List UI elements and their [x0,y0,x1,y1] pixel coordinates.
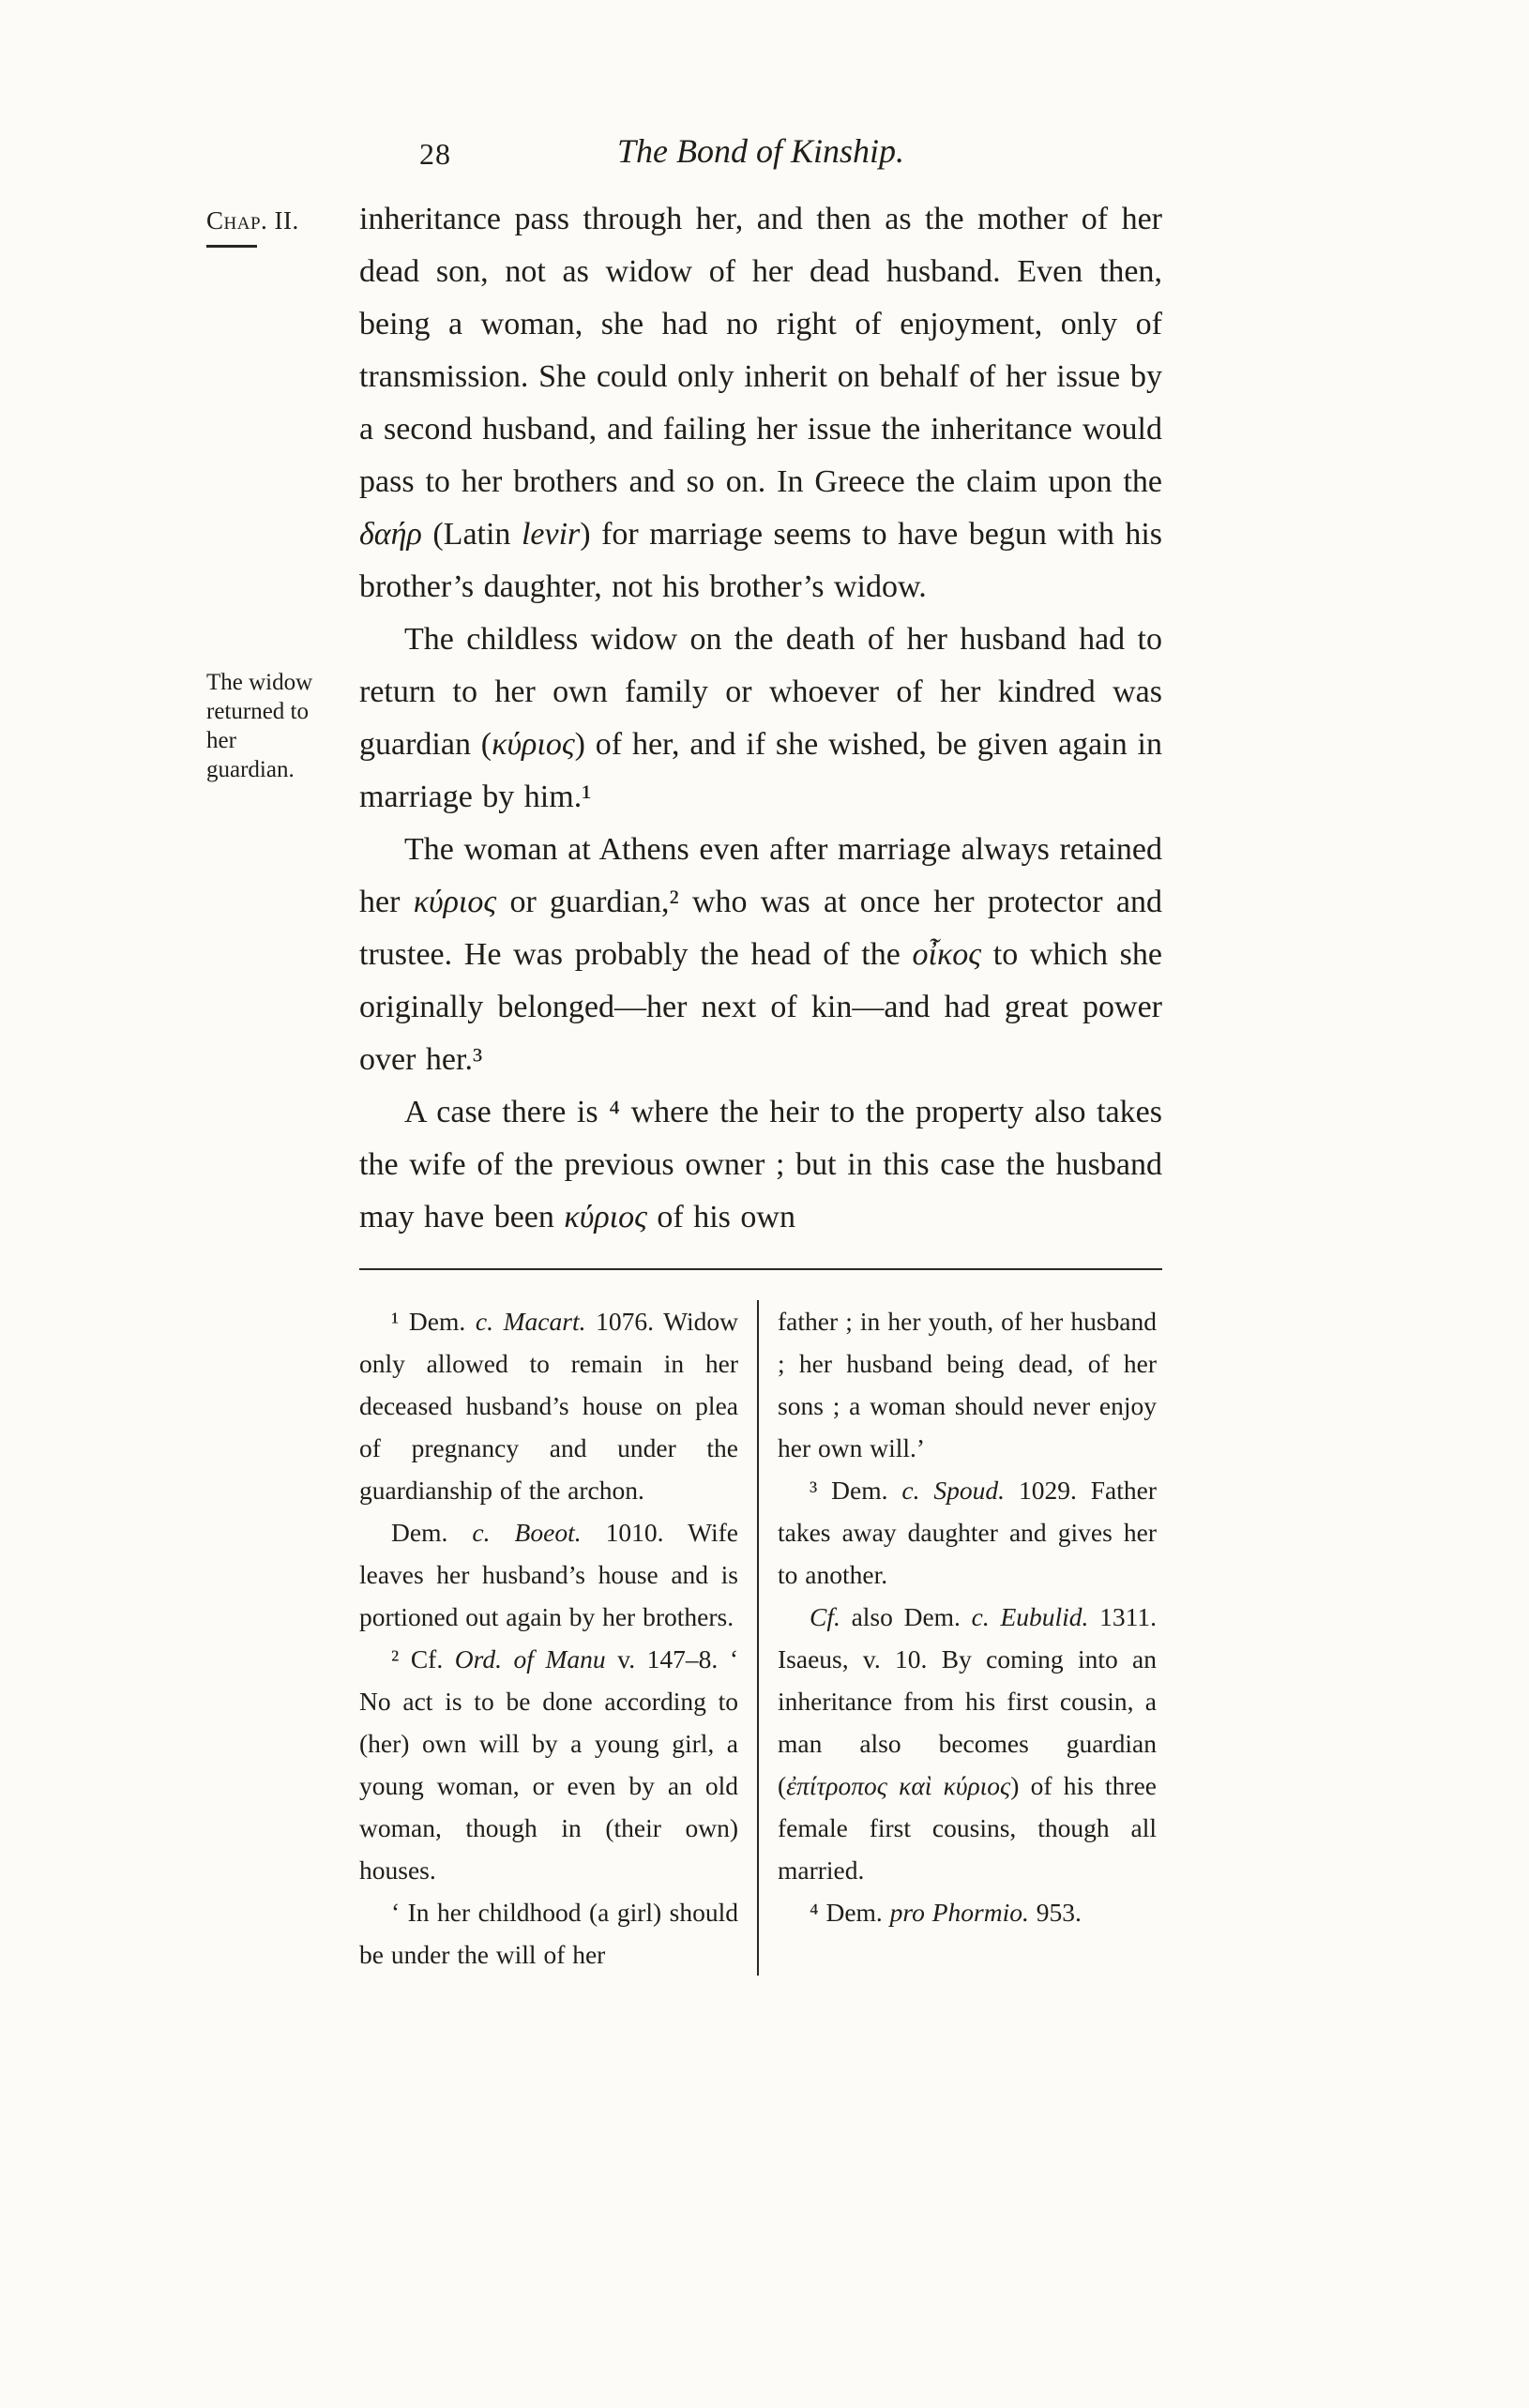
footnote: Cf. also Dem. c. Eubulid. 1311. Isaeus, v. 10. By coming into an inheritance from his first cousin, a man also becomes guardian (ἐπίτροπος καὶ κύριος) of his three female first cousins, though all married. [778,1602,1157,1885]
footnote: Dem. c. Boeot. 1010. Wife leaves her husband’s house and is portioned out again by her brothers. [359,1518,738,1631]
page-number: 28 [419,137,451,171]
running-title: The Bond of Kinship. [616,132,905,170]
footnote: ¹ Dem. c. Macart. 1076. Widow only allowed to remain in her deceased husband’s house on plea of pregnancy and under the guardianship of the archon. [359,1307,739,1505]
chapter-rule [206,245,257,248]
main-text-column [359,193,1162,1976]
footnote: ‘ In her childhood (a girl) should be under the will of her [359,1898,738,1969]
page-header [359,131,1162,171]
footnote-separator-rule [359,1268,1162,1270]
widow-margin-note: The widow returned to her guardian. [206,670,313,782]
footnotes-section [359,1300,1162,1976]
footnote: ⁴ Dem. pro Phormio. 953. [810,1898,1082,1927]
body-paragraph: The woman at Athens even after marriage always retained her κύριος or guardian,² who was at once her protector and trustee. He was probably the head of the οἶκος to which she originally belonged—her next of kin—and had great power over her.³ [359,832,1162,1077]
body-paragraph: A case there is ⁴ where the heir to the property also takes the wife of the previous owner ; but in this case the husband may have been κύριος of his own [359,1095,1162,1234]
footnote: ² Cf. Ord. of Manu v. 147–8. ‘ No act is to be done according to (her) own will by a young girl, a young woman, or even by an old woman, though in (their own) houses. [359,1644,739,1885]
footnote-column-divider [757,1300,759,1976]
body-paragraph: The childless widow on the death of her husband had to return to her own family or whoever of her kindred was guardian (κύριος) of her, and if she wished, be given again in marriage by him.¹ [359,622,1162,814]
footnote: ³ Dem. c. Spoud. 1029. Father takes away daughter and gives her to another. [778,1476,1157,1589]
body-paragraph: inheritance pass through her, and then as the mother of her dead son, not as widow of her dead husband. Even then, being a woman, she had no right of enjoyment, only of transmission. She could only inherit on behalf of her issue by a second husband, and failing her issue the inheritance would pass to her brothers and so on. In Greece the claim upon the δαήρ (Latin levir) for marriage seems to have begun with his brother’s daughter, not his brother’s widow. [359,202,1162,604]
footnote-column-right [778,1300,1157,1976]
footnote: father ; in her youth, of her husband ; her husband being dead, of her sons ; a woman should never enjoy her own will.’ [778,1307,1157,1462]
chapter-margin-note [206,206,299,248]
footnote-column-left [359,1300,738,1976]
chapter-label: Chap. II. [206,206,299,235]
